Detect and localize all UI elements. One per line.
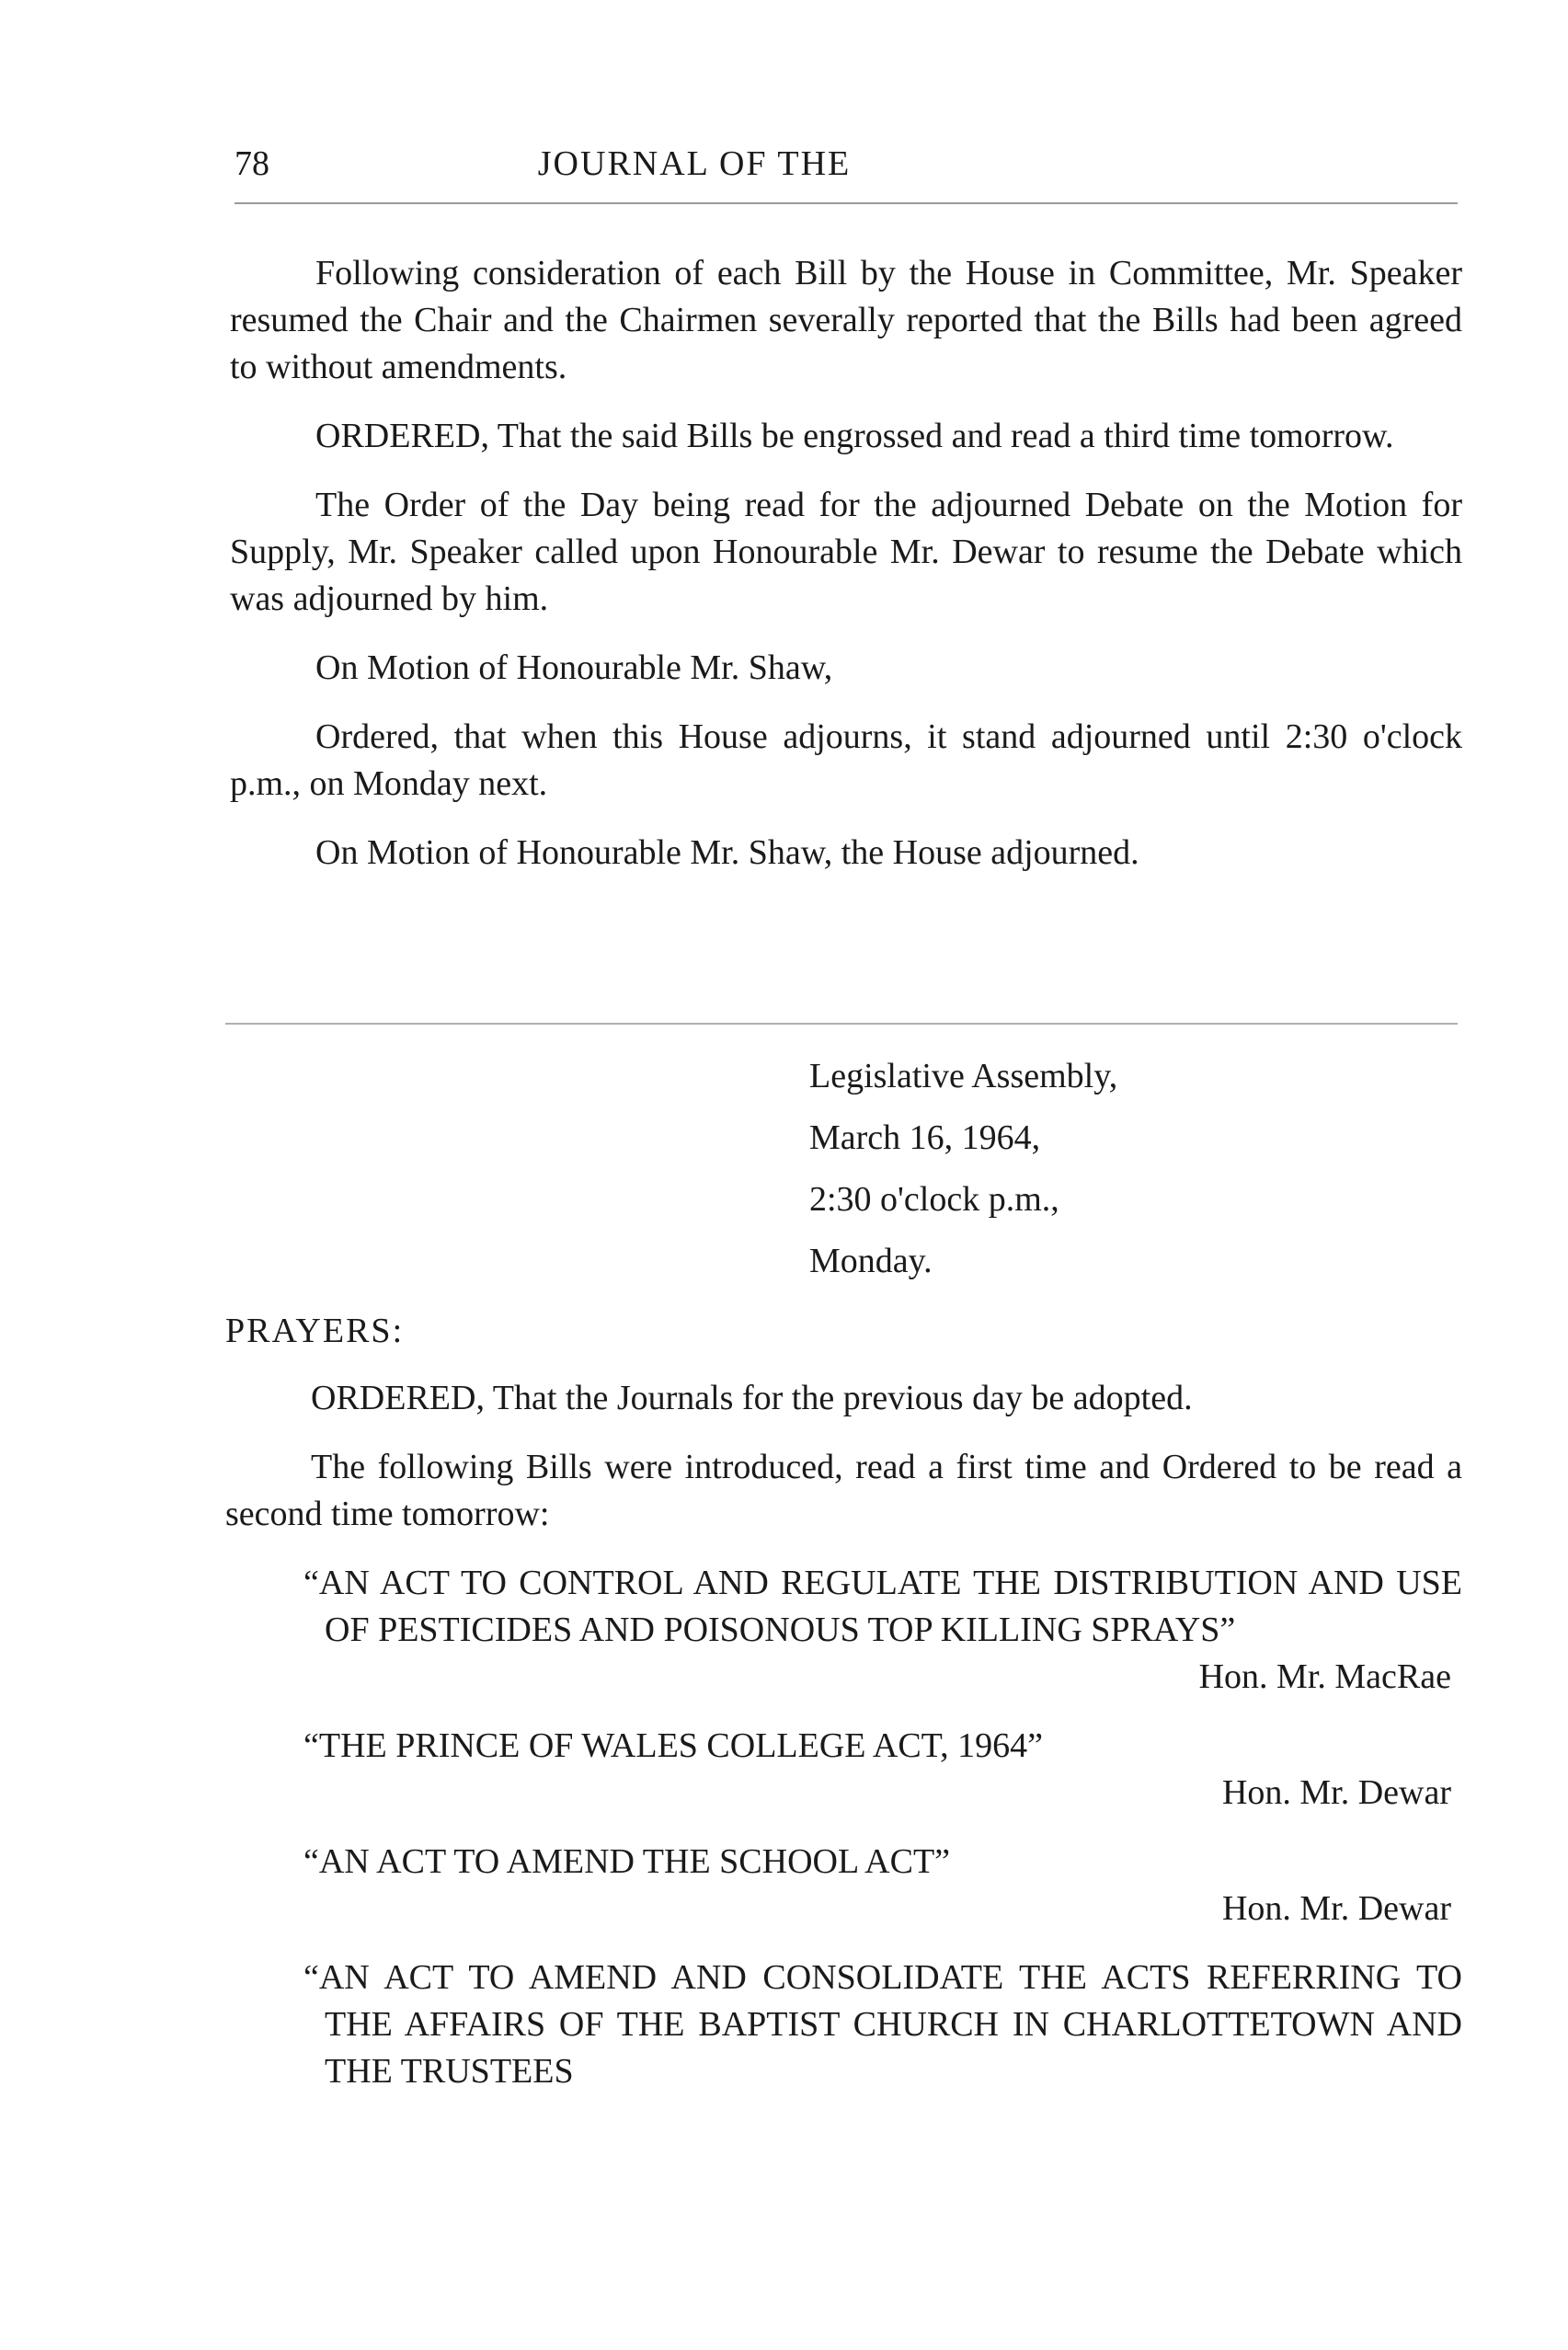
running-head: JOURNAL OF THE: [537, 144, 852, 183]
bill-entry: [225, 1560, 1462, 1701]
dateline-weekday: Monday.: [809, 1242, 933, 1280]
bill-title: “THE PRINCE OF WALES COLLEGE ACT, 1964”: [303, 1726, 1043, 1765]
paragraph-house-adjourned: On Motion of Honourable Mr. Shaw, the House adjourned.: [315, 833, 1139, 872]
paragraph-order-of-day: The Order of the Day being read for the adjourned Debate on the Motion for Supply, Mr. Speaker called upon Honourable Mr. Dewar to resume the Debate which was adjourned by him.: [230, 486, 1462, 618]
bill-title: “AN ACT TO AMEND AND CONSOLIDATE THE ACTS REFERRING TO THE AFFAIRS OF THE BAPTIST CHURCH IN CHARLOTTETOWN AND THE TRUSTEES: [303, 1958, 1462, 2091]
bill-entry: [225, 1839, 1462, 1932]
bill-sponsor: Hon. Mr. Dewar: [1221, 1889, 1451, 1928]
paragraph-bills-introduced: The following Bills were introduced, read a first time and Ordered to be read a second time tomorrow:: [225, 1448, 1462, 1533]
prayers-heading: PRAYERS:: [225, 1312, 405, 1350]
page-header: [235, 138, 1458, 193]
previous-day-proceedings: [230, 250, 1462, 899]
section-divider: [225, 1023, 1458, 1025]
paragraph-ordered-engrossed: ORDERED, That the said Bills be engrossed and read a third time tomorrow.: [315, 417, 1394, 455]
bill-entry: [225, 1955, 1462, 2095]
bill-sponsor: Hon. Mr. Dewar: [1221, 1773, 1451, 1812]
dateline-time: 2:30 o'clock p.m.,: [809, 1180, 1059, 1219]
dateline-date: March 16, 1964,: [809, 1118, 1041, 1157]
paragraph-motion-shaw: On Motion of Honourable Mr. Shaw,: [315, 648, 833, 687]
paragraph-journals-adopted: ORDERED, That the Journals for the previous day be adopted.: [311, 1379, 1193, 1417]
sitting-proceedings: [225, 1308, 1462, 2095]
bill-entry: [225, 1723, 1462, 1817]
paragraph-adjournment-order: Ordered, that when this House adjourns, it stand adjourned until 2:30 o'clock p.m., on Monday next.: [230, 717, 1462, 803]
page-number: 78: [235, 144, 269, 183]
header-rule: [235, 202, 1458, 204]
sitting-dateline: [809, 1046, 1117, 1292]
paragraph-committee-report: Following consideration of each Bill by the House in Committee, Mr. Speaker resumed the Chair and the Chairmen severally reported that the Bills had been agreed to without amendments.: [230, 254, 1462, 386]
bill-title: “AN ACT TO AMEND THE SCHOOL ACT”: [303, 1842, 951, 1881]
dateline-assembly: Legislative Assembly,: [809, 1057, 1118, 1095]
bill-title: “AN ACT TO CONTROL AND REGULATE THE DISTRIBUTION AND USE OF PESTICIDES AND POISONOUS TOP KILLING SPRAYS”: [303, 1564, 1462, 1649]
bill-sponsor: Hon. Mr. MacRae: [1198, 1657, 1451, 1696]
